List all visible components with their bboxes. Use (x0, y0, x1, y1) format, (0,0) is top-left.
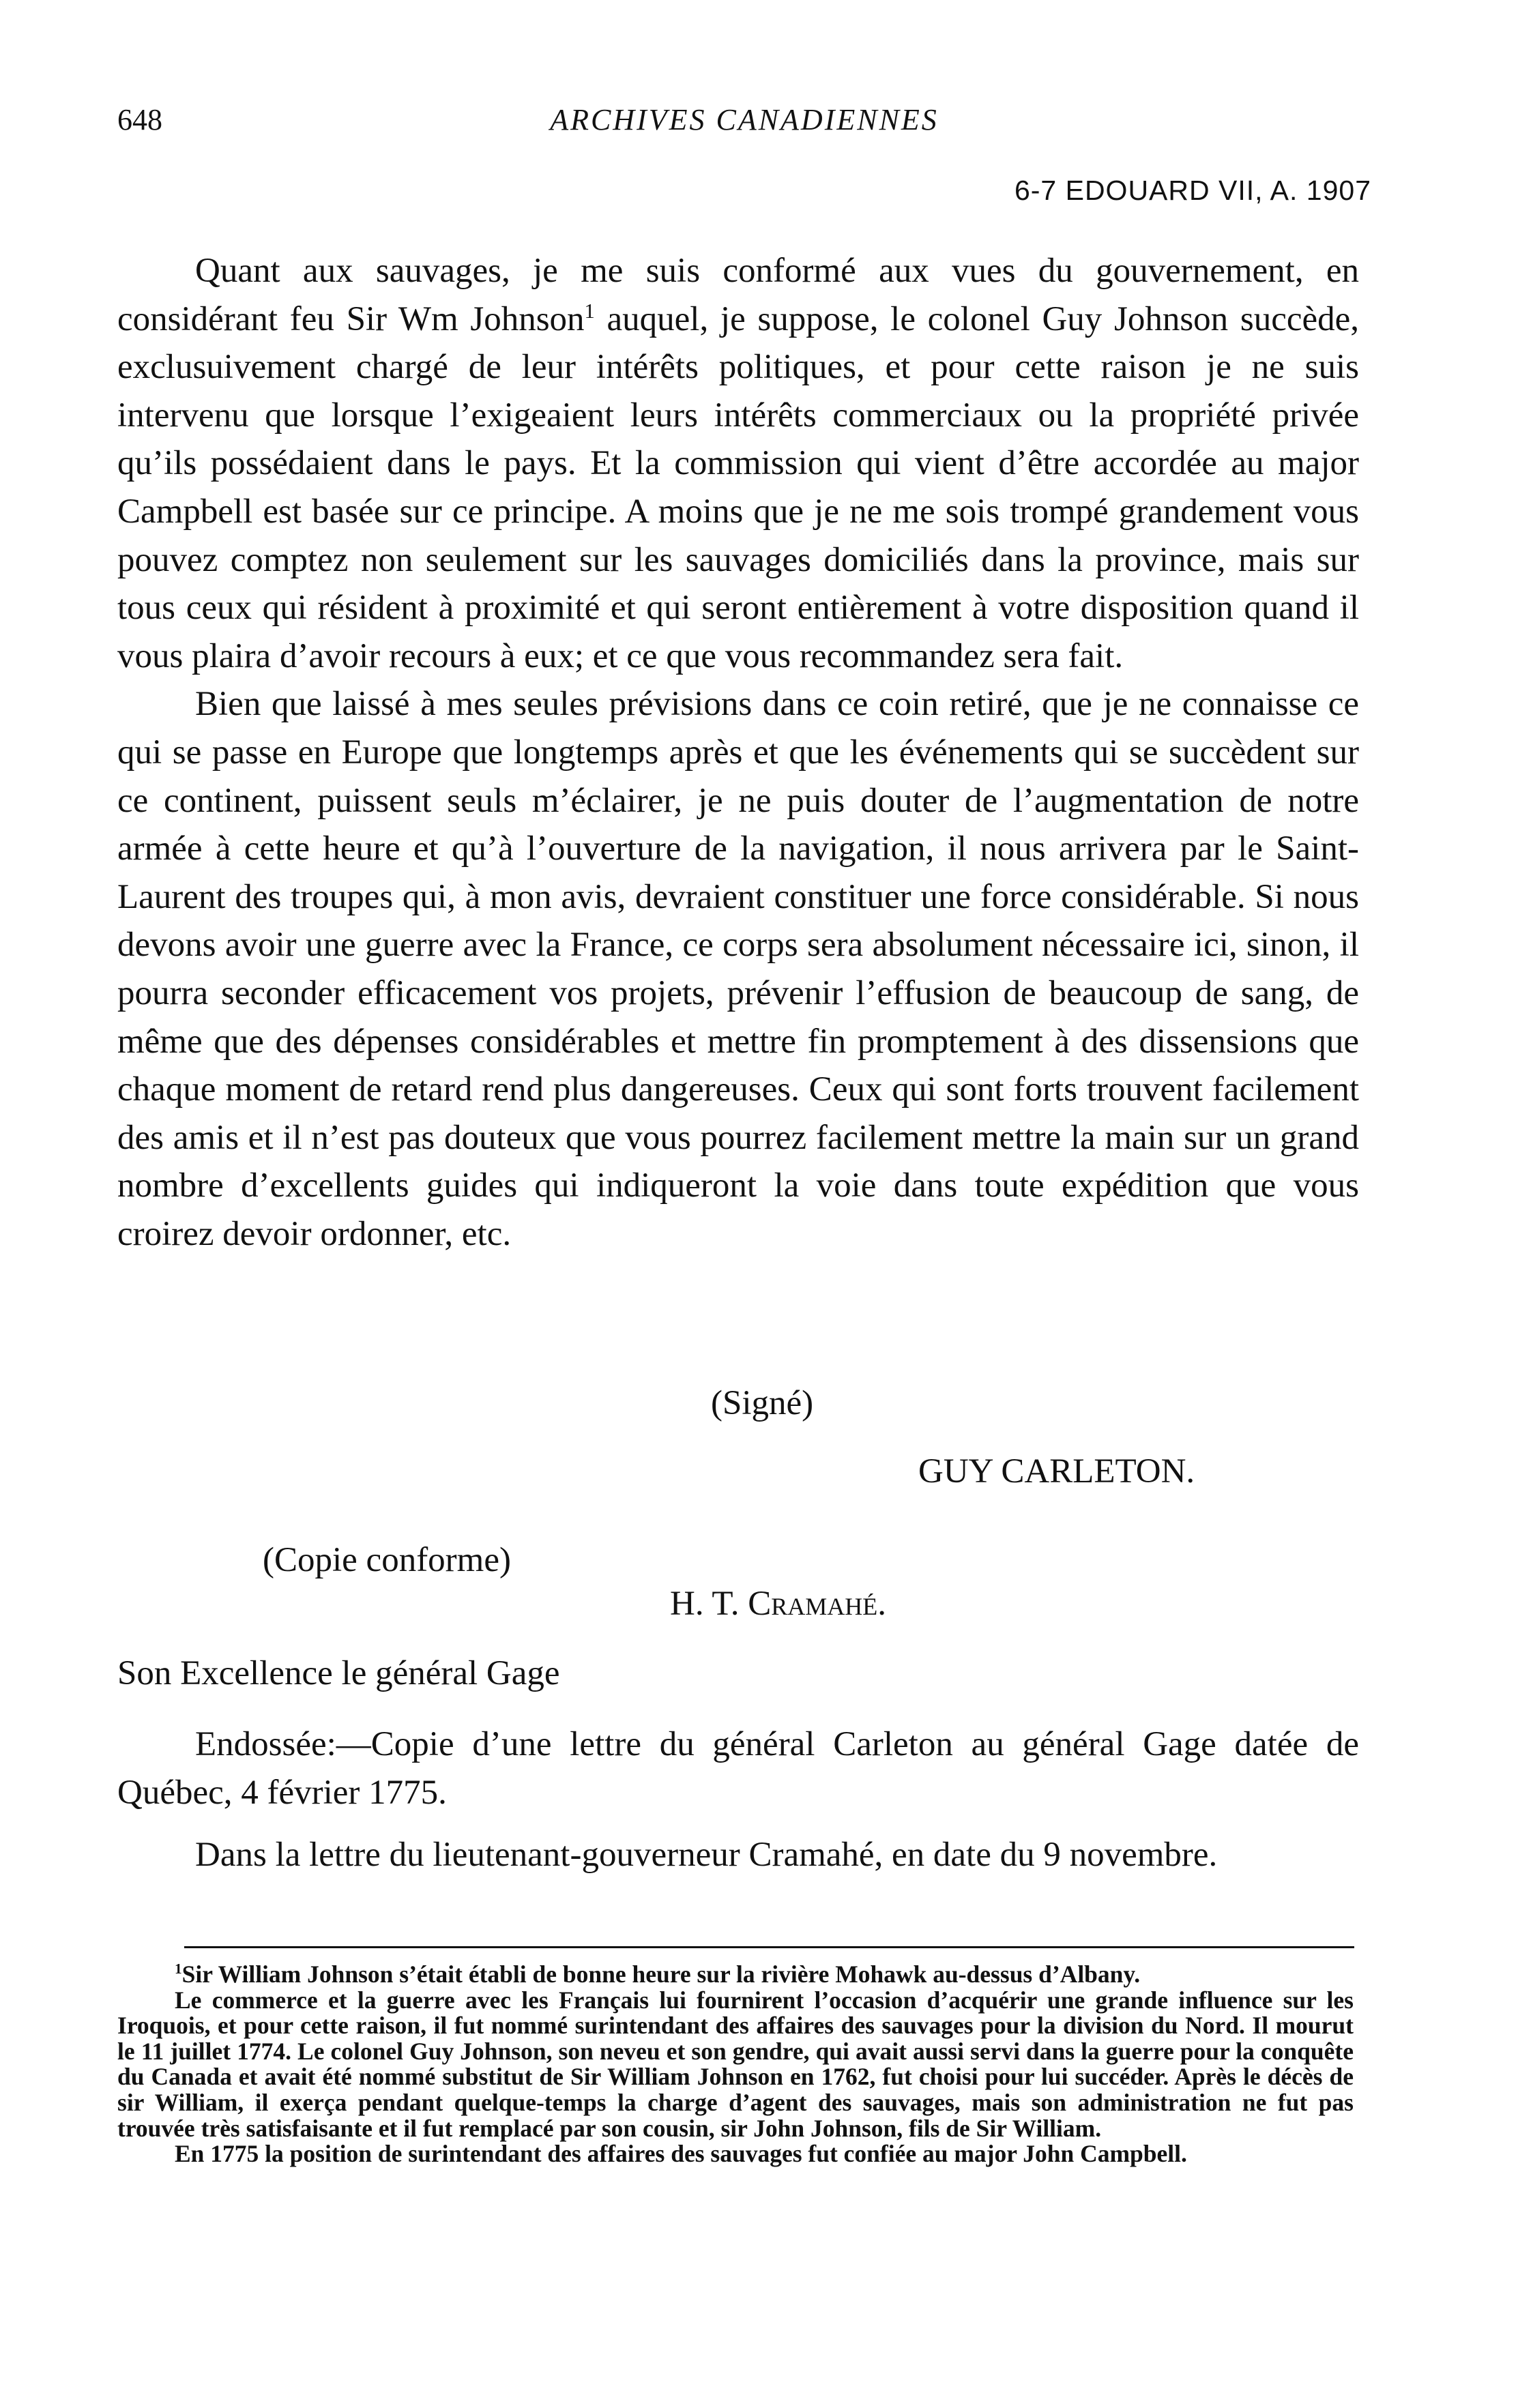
page-header (117, 102, 1371, 143)
letter-note (117, 1831, 1359, 1879)
volume-reference: 6-7 EDOUARD VII, A. 1907 (1014, 175, 1371, 206)
running-title: ARCHIVES CANADIENNES (550, 103, 939, 136)
letter-note-text: Dans la lettre du lieutenant-gouverneur Cramahé, en date du 9 novembre. (195, 1836, 1218, 1874)
signatory-name: GUY CARLETON. (918, 1452, 1195, 1491)
footnote-divider (184, 1946, 1354, 1948)
paragraph-1-text-b: auquel, je suppose, le colonel Guy Johnson succède, exclusuivement chargé de leur intérêts politiques, et pour cette raison je ne suis intervenu que lorsque l’exigeaient leurs intérêts commerciaux ou la propriété privée qu’ils possédaient dans le pays. Et la commission qui vient d’être accordée au major Campbell est basée sur ce principe. A moins que je ne me sois trompé grandement vous pouvez comptez non seulement sur les sauvages domiciliés dans la province, mais sur tous ceux qui résident à proximité et qui seront entièrement à votre disposition quand il vous plaira d’avoir recours à eux; et ce que vous recommandez sera fait. (117, 299, 1359, 675)
addressee: Son Excellence le général Gage (117, 1654, 560, 1692)
footnote-1-body: Le commerce et la guerre avec les Français lui fournirent l’occasion d’acquérir une grande influence sur les Iroquois, et pour cette raison, il fut nommé surintendant des affaires des sauvages pour la division du Nord. Il mourut le 11 juillet 1774. Le colonel Guy Johnson, son neveu et son gendre, qui avait aussi servi dans la guerre pour la conquête du Canada et avait été nommé substitut de Sir William Johnson en 1762, fut choisi pour lui succéder. Après le décès de sir William, il exerça pendant quelque-temps la charge d’agent des sauvages, mais son administration ne fut pas trouvée très satisfaisante et il fut remplacé par son cousin, sir John Johnson, fils de Sir William. (117, 1986, 1354, 2142)
footnote-2: En 1775 la position de surintendant des affaires des sauvages fut confiée au major John Campbell. (175, 2140, 1187, 2168)
footnote-1-first-line (117, 1962, 1354, 1988)
certifier-name: H. T. Cramahé. (670, 1585, 887, 1623)
paragraph-1 (117, 247, 1359, 680)
page-number: 648 (117, 103, 162, 136)
paragraph-2: Bien que laissé à mes seules prévisions dans ce coin retiré, que je ne connaisse ce qui se passe en Europe que longtemps après et que les événements qui se succèdent sur ce continent, puissent seuls m’éclairer, je ne puis douter de l’augmentation de notre armée à cette heure et qu’à l’ouverture de la navigation, il nous arrivera par le Saint-Laurent des troupes qui, à mon avis, devraient constituer une force considérable. Si nous devons avoir une guerre avec la France, ce corps sera absolument nécessaire ici, sinon, il pourra seconder efficacement vos projets, prévenir l’effusion de beaucoup de sang, de même que des dépenses considérables et mettre fin promptement à des dissensions que chaque moment de retard rend plus dangereuses. Ceux qui sont forts trouvent facilement des amis et il n’est pas douteux que vous pourrez facilement mettre la main sur un grand nombre d’excellents guides qui indiqueront la voie dans toute expédition que vous croirez devoir ordonner, etc. (117, 685, 1359, 1253)
endorsement (117, 1720, 1359, 1817)
footnote-1-first-text: Sir William Johnson s’était établi de bonne heure sur la rivière Mohawk au-dessus d’Albany. (181, 1961, 1141, 1988)
footnote-mark: 1 (584, 299, 595, 323)
signed-label: (Signé) (711, 1384, 814, 1422)
paragraph-1-text-a: Quant aux sauvages, je me suis conformé aux vues du gouvernement, en considérant feu Sir Wm Johnson (117, 252, 1359, 338)
footnotes (117, 1962, 1354, 2167)
endorsement-text: Endossée:—Copie d’une lettre du général Carleton au général Gage datée de Québec, 4 février 1775. (117, 1725, 1359, 1812)
copy-conforme-label: (Copie conforme) (263, 1541, 511, 1579)
letter-body (117, 247, 1359, 1258)
footnote-1-mark: 1 (175, 1961, 182, 1978)
